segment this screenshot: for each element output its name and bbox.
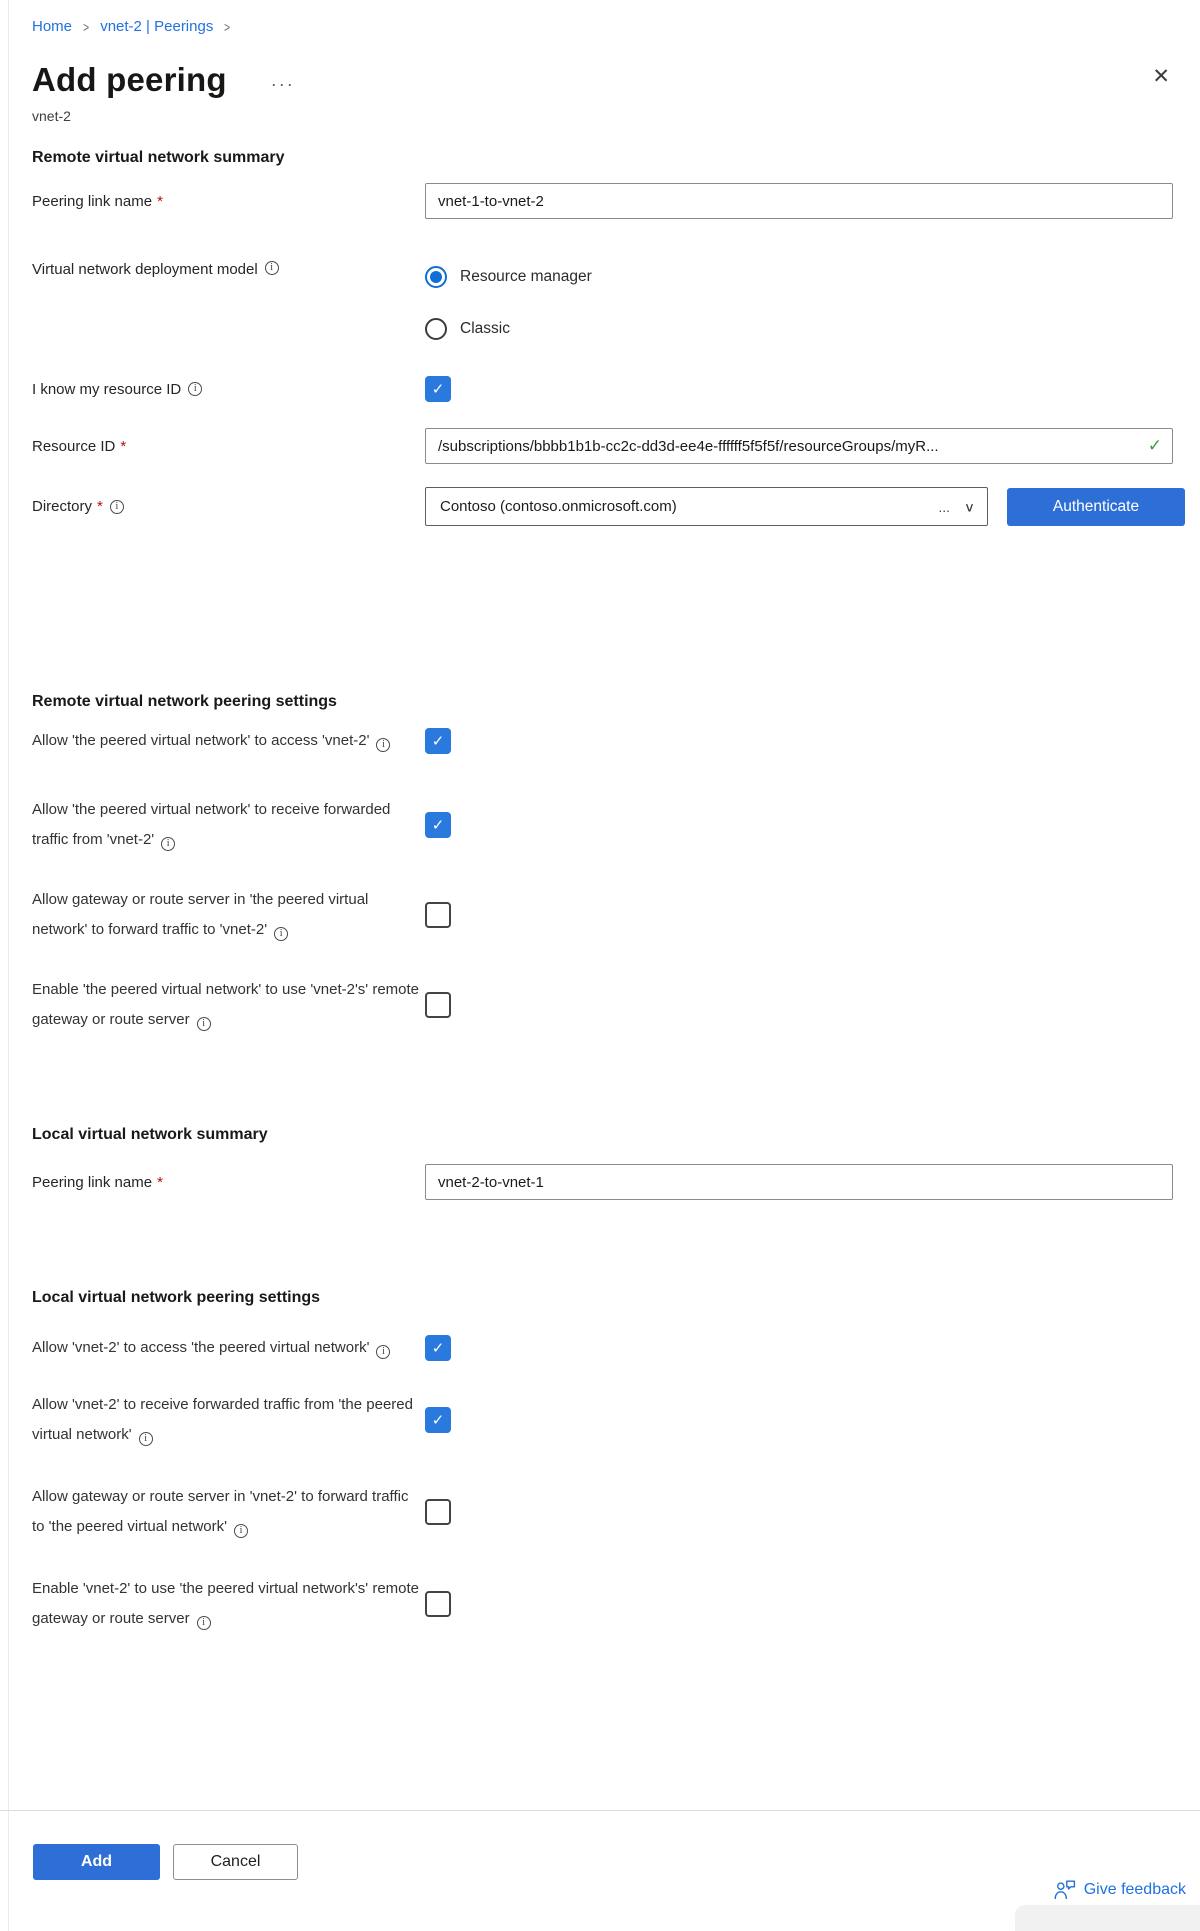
local-peering-link-name-row (32, 1164, 1200, 1200)
info-icon[interactable]: i (188, 382, 202, 396)
local-setting-checkbox-4[interactable] (425, 1591, 451, 1617)
remote-settings-list (32, 726, 1200, 1035)
check-icon: ✓ (431, 1340, 445, 1357)
chevron-right-icon: > (224, 18, 231, 35)
info-icon[interactable]: i (265, 261, 279, 275)
local-setting-row-2 (32, 1390, 1200, 1450)
breadcrumb-vnet-peerings-link[interactable]: vnet-2 | Peerings (100, 18, 214, 35)
give-feedback-label: Give feedback (1083, 1881, 1186, 1898)
radio-resource-manager-label: Resource manager (460, 268, 592, 285)
local-setting-checkbox-2[interactable] (425, 1407, 451, 1433)
directory-row (32, 487, 1200, 526)
remote-setting-row-2 (32, 795, 1200, 855)
info-icon[interactable]: i (376, 1345, 390, 1359)
deployment-model-radio-group (425, 255, 592, 340)
directory-value: Contoso (contoso.onmicrosoft.com) (440, 498, 677, 515)
local-settings-heading: Local virtual network peering settings (32, 1289, 321, 1306)
more-options-icon[interactable]: ··· (270, 73, 295, 94)
add-button[interactable]: Add (33, 1844, 160, 1880)
overflow-dots-icon: ... (938, 498, 951, 515)
info-icon[interactable]: i (197, 1616, 211, 1630)
remote-setting-checkbox-1[interactable] (425, 728, 451, 754)
setting-label: Allow 'vnet-2' to receive forwarded traffic from 'the peered virtual network' (32, 1396, 413, 1443)
chevron-down-icon: ∨ (964, 499, 975, 515)
close-icon[interactable]: ✕ (1152, 65, 1170, 88)
setting-label: Enable 'the peered virtual network' to use 'vnet-2's' remote gateway or route server (32, 981, 420, 1028)
remote-setting-row-1 (32, 726, 1200, 756)
authenticate-button[interactable]: Authenticate (1007, 488, 1185, 526)
chevron-right-icon: > (83, 18, 90, 35)
breadcrumb-home-link[interactable]: Home (32, 18, 73, 35)
local-setting-row-3 (32, 1482, 1200, 1542)
remote-setting-row-4 (32, 975, 1200, 1035)
resource-id-input[interactable] (425, 428, 1173, 464)
cancel-button[interactable]: Cancel (173, 1844, 298, 1880)
setting-label: Enable 'vnet-2' to use 'the peered virtual network's' remote gateway or route server (32, 1580, 420, 1627)
directory-dropdown[interactable] (425, 487, 988, 526)
remote-setting-row-3 (32, 885, 1200, 945)
info-icon[interactable]: i (161, 837, 175, 851)
directory-label: Directory (32, 498, 93, 515)
info-icon[interactable]: i (376, 738, 390, 752)
required-marker: * (157, 192, 163, 210)
know-resource-id-checkbox[interactable] (425, 376, 451, 402)
setting-label: Allow gateway or route server in 'the peered virtual network' to forward traffic to 'vnet-2' (32, 891, 369, 938)
remote-peering-link-name-row (32, 183, 1200, 219)
info-icon[interactable]: i (139, 1432, 153, 1446)
radio-classic-label: Classic (460, 320, 510, 337)
required-marker: * (97, 498, 103, 515)
resource-id-row (32, 428, 1200, 464)
remote-setting-checkbox-2[interactable] (425, 812, 451, 838)
page-header (32, 59, 1200, 101)
check-icon: ✓ (431, 1412, 445, 1429)
required-marker: * (120, 437, 127, 455)
local-setting-checkbox-3[interactable] (425, 1499, 451, 1525)
radio-icon[interactable] (425, 266, 447, 288)
check-icon: ✓ (431, 733, 445, 750)
radio-resource-manager[interactable] (425, 266, 592, 288)
remote-setting-checkbox-4[interactable] (425, 992, 451, 1018)
give-feedback-link[interactable] (1054, 1880, 1186, 1900)
know-resource-id-label: I know my resource ID (32, 380, 182, 398)
info-icon[interactable]: i (110, 500, 124, 514)
setting-label: Allow gateway or route server in 'vnet-2' to forward traffic to 'the peered virtual network' (32, 1488, 409, 1535)
local-peering-link-name-label: Peering link name (32, 1173, 153, 1191)
remote-setting-checkbox-3[interactable] (425, 902, 451, 928)
resource-id-value: /subscriptions/bbbb1b1b-cc2c-dd3d-ee4e-ffffff5f5f5f/resourceGroups/myR... (438, 437, 939, 455)
info-icon[interactable]: i (234, 1524, 248, 1538)
page-subtitle: vnet-2 (32, 108, 71, 124)
feedback-person-icon (1054, 1880, 1076, 1900)
radio-icon[interactable] (425, 318, 447, 340)
required-marker: * (157, 1173, 163, 1191)
local-setting-row-4 (32, 1574, 1200, 1634)
info-icon[interactable]: i (197, 1017, 211, 1031)
remote-summary-heading: Remote virtual network summary (32, 149, 285, 166)
valid-check-icon: ✓ (1147, 436, 1162, 455)
local-summary-heading: Local virtual network summary (32, 1126, 268, 1143)
page-corner-strip (1015, 1905, 1200, 1931)
footer-divider (0, 1810, 1200, 1811)
resource-id-label: Resource ID (32, 437, 116, 455)
check-icon: ✓ (431, 817, 445, 834)
check-icon: ✓ (431, 381, 445, 398)
setting-label: Allow 'the peered virtual network' to access 'vnet-2' (32, 732, 370, 749)
setting-label: Allow 'vnet-2' to access 'the peered virtual network' (32, 1339, 370, 1356)
local-settings-list (32, 1333, 1200, 1634)
page-title: Add peering (32, 61, 227, 98)
deployment-model-label: Virtual network deployment model (32, 261, 258, 278)
radio-classic[interactable] (425, 318, 592, 340)
remote-settings-heading: Remote virtual network peering settings (32, 693, 337, 710)
footer-buttons (33, 1844, 298, 1880)
local-setting-checkbox-1[interactable] (425, 1335, 451, 1361)
deployment-model-row (32, 255, 1200, 340)
remote-peering-link-name-input[interactable] (425, 183, 1173, 219)
know-resource-id-row (32, 376, 1200, 402)
info-icon[interactable]: i (274, 927, 288, 941)
breadcrumb (32, 18, 1200, 35)
remote-peering-link-name-label: Peering link name (32, 192, 153, 210)
local-peering-link-name-input[interactable] (425, 1164, 1173, 1200)
local-setting-row-1 (32, 1333, 1200, 1363)
setting-label: Allow 'the peered virtual network' to receive forwarded traffic from 'vnet-2' (32, 801, 391, 848)
